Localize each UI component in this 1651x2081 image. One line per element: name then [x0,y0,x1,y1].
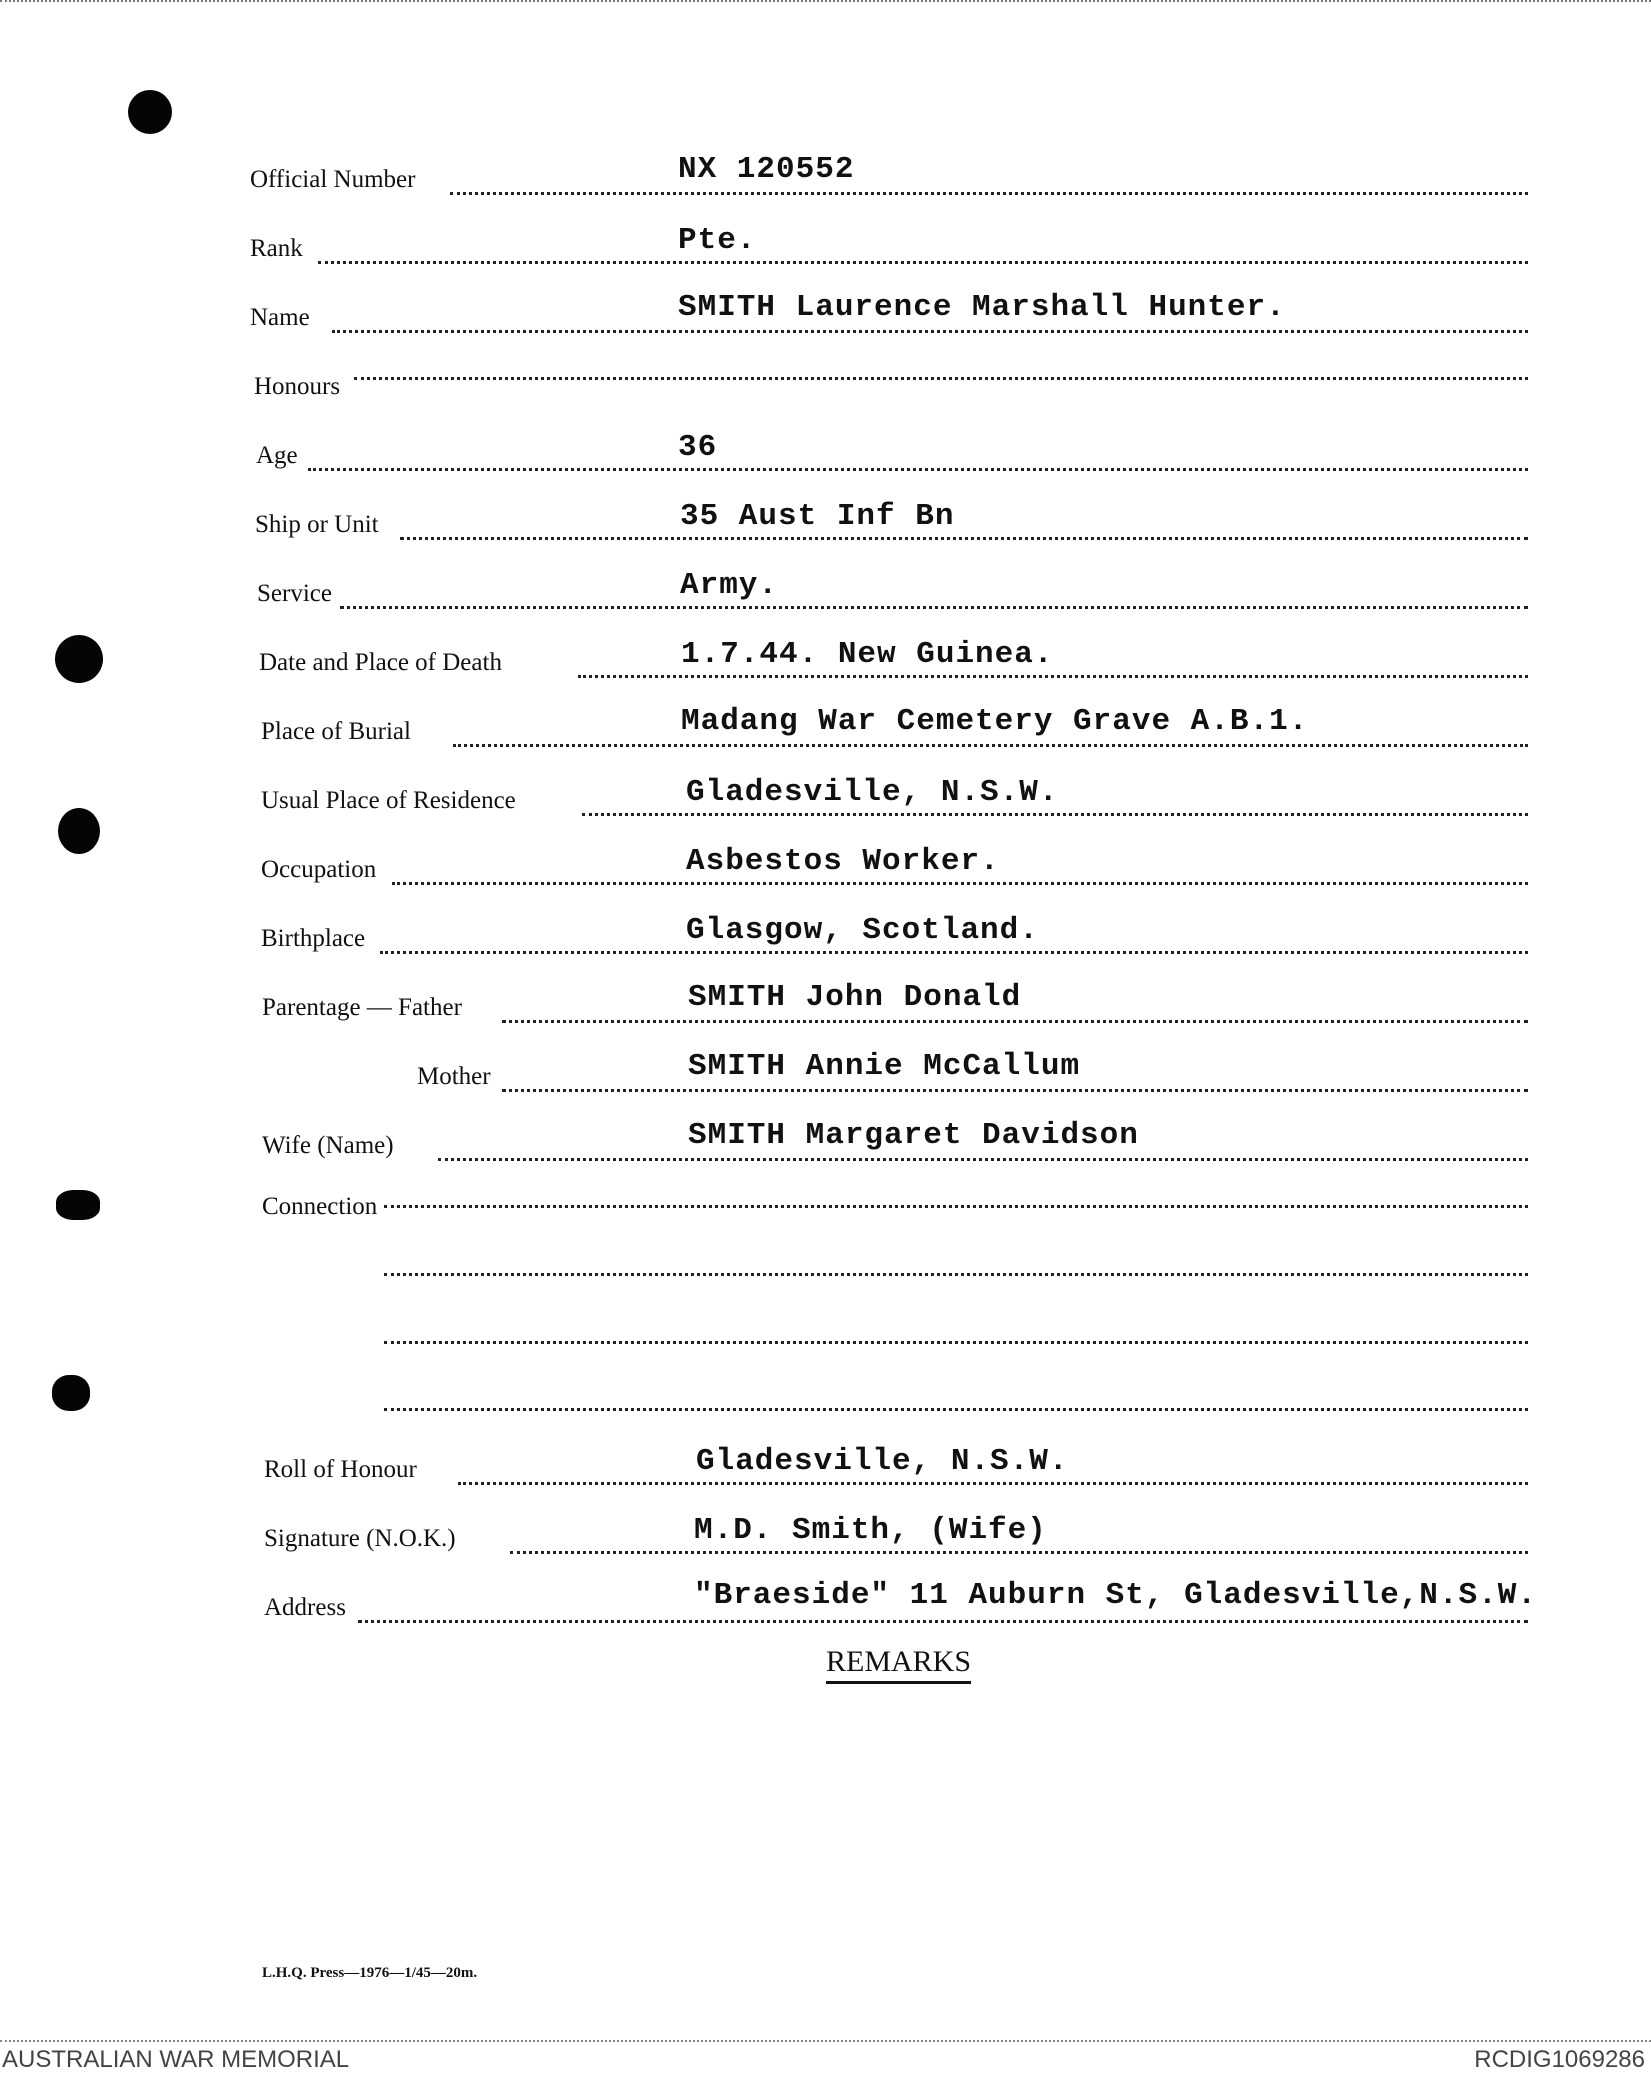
dotted-leader [510,1551,1528,1554]
typed-value: NX 120552 [678,152,855,187]
field-signature-nok [0,1513,1651,1567]
field-rank [0,223,1651,277]
field-birthplace [0,913,1651,967]
field-label: Age [256,442,298,469]
field-label: Occupation [261,856,377,883]
typed-value: SMITH Margaret Davidson [688,1118,1139,1153]
dotted-leader [318,261,1528,264]
field-ship-or-unit [0,499,1651,553]
typed-value: Madang War Cemetery Grave A.B.1. [681,704,1309,739]
press-mark: L.H.Q. Press—1976—1/45—20m. [262,1965,478,1981]
field-usual-residence [0,775,1651,829]
field-label: Honours [254,373,341,400]
field-honours [0,365,1651,415]
typed-value: "Braeside" 11 Auburn St, Gladesville,N.S.W. [694,1578,1537,1613]
field-age [0,430,1651,484]
dotted-leader [578,675,1528,678]
field-wife-name [0,1118,1651,1174]
field-label: Address [264,1594,346,1621]
blank-dotted-line [384,1273,1528,1276]
dotted-leader [400,537,1528,540]
field-label: Signature (N.O.K.) [264,1525,456,1552]
field-label: Place of Burial [261,718,411,745]
punch-hole-mark [128,90,172,134]
field-place-of-burial [0,704,1651,760]
typed-value: Gladesville, N.S.W. [686,775,1059,810]
record-id: RCDIG1069286 [1474,2046,1645,2073]
field-date-place-death [0,637,1651,691]
dotted-leader [308,468,1528,471]
dotted-leader [384,1205,1528,1208]
dotted-leader [502,1020,1528,1023]
typed-value: Gladesville, N.S.W. [696,1444,1069,1479]
field-official-number [0,152,1651,208]
field-occupation [0,844,1651,898]
field-address [0,1578,1651,1636]
field-label: Date and Place of Death [259,649,502,676]
field-label: Name [250,304,310,331]
blank-dotted-line [384,1408,1528,1411]
field-label: Rank [250,235,303,262]
typed-value: Asbestos Worker. [686,844,1000,879]
typed-value: SMITH Annie McCallum [688,1049,1081,1084]
dotted-leader [582,813,1528,816]
field-label: Wife (Name) [262,1132,394,1159]
dotted-leader [453,744,1528,747]
dotted-leader [438,1158,1528,1161]
field-label: Birthplace [261,925,366,952]
typed-value: Glasgow, Scotland. [686,913,1039,948]
blank-dotted-line [384,1341,1528,1344]
field-label: Official Number [250,166,416,193]
dotted-leader [458,1482,1528,1485]
field-label: Usual Place of Residence [261,787,516,814]
field-label: Connection [262,1193,378,1220]
typed-value: SMITH Laurence Marshall Hunter. [678,290,1286,325]
typed-value: SMITH John Donald [688,980,1022,1015]
field-connection [0,1193,1651,1243]
bottom-edge-rule [0,2040,1651,2042]
archive-credit: AUSTRALIAN WAR MEMORIAL [2,2046,350,2073]
typed-value: Pte. [678,223,757,258]
dotted-leader [332,330,1528,333]
dotted-leader [450,192,1528,195]
field-label: Ship or Unit [255,511,379,538]
dotted-leader [392,882,1528,885]
dotted-leader [340,606,1528,609]
dotted-leader [502,1089,1528,1092]
field-label: Service [257,580,332,607]
remarks-heading: REMARKS [826,1645,971,1684]
typed-value: 35 Aust Inf Bn [680,499,955,534]
typed-value: 36 [678,430,718,465]
typed-value: 1.7.44. New Guinea. [681,637,1054,672]
field-mother [0,1049,1651,1105]
field-label: Mother [417,1063,491,1090]
field-service [0,568,1651,622]
field-roll-of-honour [0,1444,1651,1498]
typed-value: Army. [680,568,779,603]
typed-value: M.D. Smith, (Wife) [694,1513,1047,1548]
dotted-leader [354,377,1528,380]
field-label: Parentage — Father [262,994,462,1021]
dotted-leader [380,951,1528,954]
punch-hole-mark [52,1375,90,1411]
field-name [0,290,1651,346]
top-edge-rule [0,0,1651,4]
field-label: Roll of Honour [264,1456,417,1483]
field-father [0,980,1651,1036]
dotted-leader [358,1620,1528,1623]
